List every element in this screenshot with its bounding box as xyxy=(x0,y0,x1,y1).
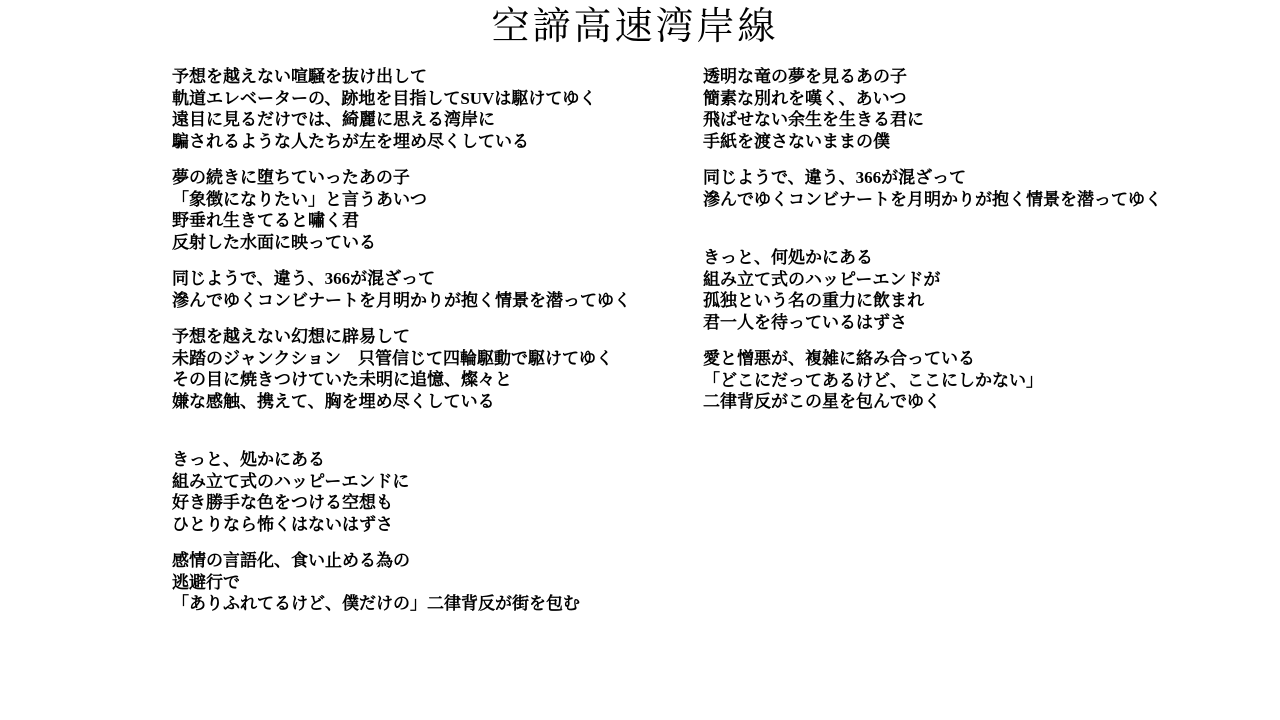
lyrics-line: 愛と憎悪が、複雑に絡み合っている xyxy=(703,349,975,368)
lyrics-column-left xyxy=(172,66,692,630)
lyrics-line: 簡素な別れを嘆く、あいつ xyxy=(703,88,907,108)
lyrics-line: 反射した水面に映っている xyxy=(172,232,376,252)
lyrics-line: 未踏のジャンクション 只管信じて四輪駆動で駆けてゆく xyxy=(172,348,613,368)
lyrics-stanza xyxy=(172,449,692,535)
lyrics-line: 遠目に見るだけでは、綺麗に思える湾岸に xyxy=(172,110,495,129)
lyrics-stanza xyxy=(703,348,1223,413)
lyrics-line: 「どこにだってあるけど、ここにしかない」 xyxy=(703,370,1043,390)
lyrics-line: 組み立て式のハッピーエンドに xyxy=(172,471,410,491)
lyrics-line: 透明な竜の夢を見るあの子 xyxy=(703,67,907,86)
lyrics-line: きっと、何処かにある xyxy=(703,248,873,267)
lyrics-stanza xyxy=(703,66,1223,152)
lyrics-line: 君一人を待っているはずさ xyxy=(703,312,907,332)
lyrics-line: 組み立て式のハッピーエンドが xyxy=(703,269,941,289)
lyrics-line: 手紙を渡さないままの僕 xyxy=(703,131,890,151)
lyrics-line: 予想を越えない幻想に辟易して xyxy=(172,327,410,346)
lyrics-line: 滲んでゆくコンビナートを月明かりが抱く情景を潜ってゆく xyxy=(703,189,1162,209)
lyrics-line: 夢の続きに堕ちていったあの子 xyxy=(172,168,410,187)
lyrics-line: きっと、処かにある xyxy=(172,450,325,469)
lyrics-stanza xyxy=(172,550,692,615)
lyrics-line: 滲んでゆくコンビナートを月明かりが抱く情景を潜ってゆく xyxy=(172,290,631,310)
lyrics-line: 二律背反がこの星を包んでゆく xyxy=(703,392,941,411)
lyrics-line: 軌道エレベーターの、跡地を目指してSUVは駆けてゆく xyxy=(172,88,597,108)
lyrics-line: 同じようで、違う、366が混ざって xyxy=(172,269,436,288)
lyrics-line: その目に焼きつけていた未明に追憶、燦々と xyxy=(172,370,512,389)
lyrics-line: ひとりなら怖くはないはずさ xyxy=(172,514,393,534)
lyrics-line: 嫌な感触、携えて、胸を埋め尽くしている xyxy=(172,391,495,411)
lyrics-line: 予想を越えない喧騒を抜け出して xyxy=(172,67,427,86)
lyrics-line: 逃避行で xyxy=(172,572,240,592)
lyrics-line: 好き勝手な色をつける空想も xyxy=(172,493,393,512)
lyrics-line: 騙されるような人たちが左を埋め尽くしている xyxy=(172,131,529,151)
lyrics-stanza xyxy=(172,326,692,412)
lyrics-line: 感情の言語化、食い止める為の xyxy=(172,551,410,570)
lyrics-line: 飛ばせない余生を生きる君に xyxy=(703,110,924,129)
lyrics-line: 孤独という名の重力に飲まれ xyxy=(703,291,924,310)
lyrics-line: 野垂れ生きてると嘯く君 xyxy=(172,211,359,230)
lyrics-stanza xyxy=(172,66,692,152)
lyrics-stanza xyxy=(172,167,692,253)
lyrics-stanza xyxy=(703,247,1223,333)
lyrics-column-right xyxy=(703,66,1223,428)
lyrics-stanza xyxy=(703,167,1223,210)
page-title: 空諦高速湾岸線 xyxy=(491,6,779,48)
lyrics-line: 「象徴になりたい」と言うあいつ xyxy=(172,189,427,209)
lyrics-line: 同じようで、違う、366が混ざって xyxy=(703,168,967,187)
lyrics-line: 「ありふれてるけど、僕だけの」二律背反が街を包む xyxy=(172,594,580,613)
lyrics-stanza xyxy=(172,268,692,311)
